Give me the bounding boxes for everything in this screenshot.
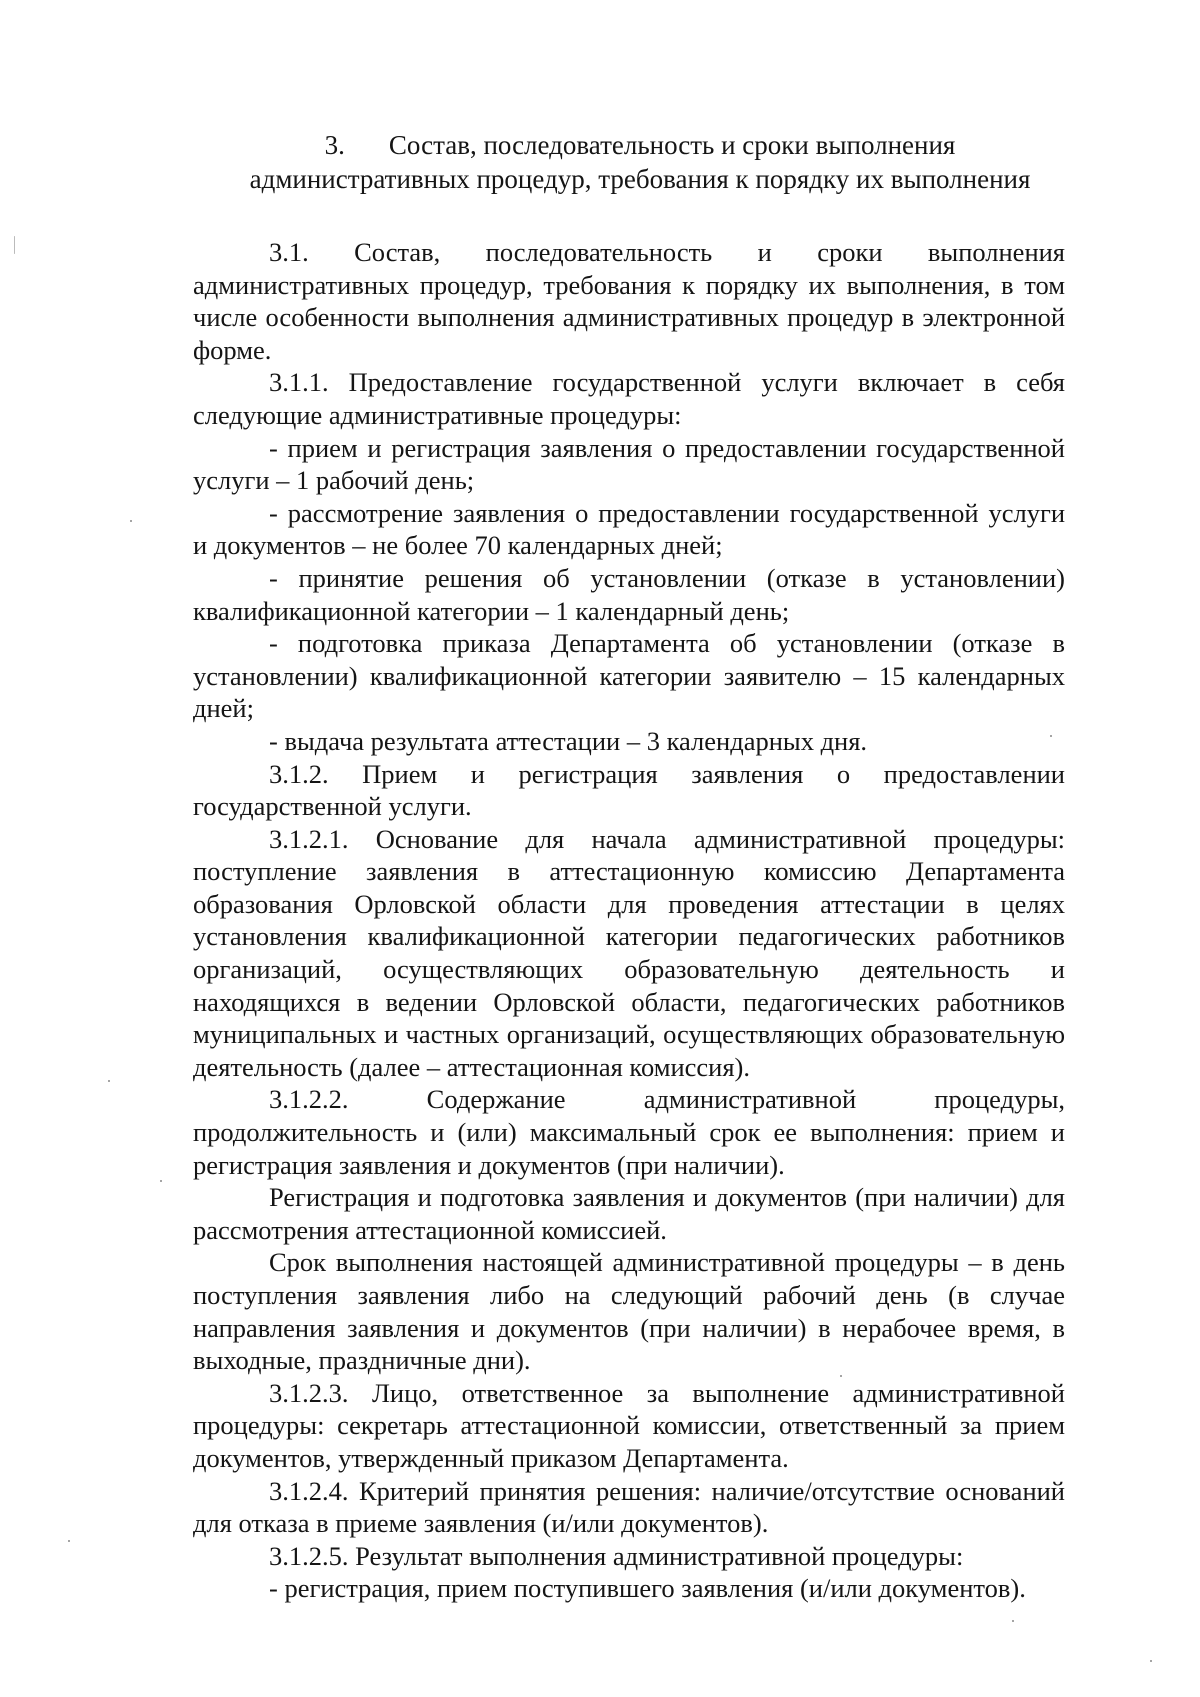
section-number: 3. — [324, 130, 345, 160]
paragraph-3-1-2-1: 3.1.2.1. Основание для начала административной процедуры: поступление заявления в аттестационную комиссию Департамента образования Орловской области для проведения аттестации в целях установления квалификационной категории педагогических работников организаций, осуществляющих образовательную деятельность и находящихся в ведении Орловской области, педагогических работников муниципальных и частных организаций, осуществляющих образовательную деятельность (далее – аттестационная комиссия). — [193, 823, 1065, 1082]
paragraph-3-1-1: 3.1.1. Предоставление государственной услуги включает в себя следующие административные процедуры: — [193, 367, 1065, 430]
document-body — [193, 236, 1065, 1605]
list-item-issuance: - выдача результата аттестации – 3 календарных дня. — [269, 725, 868, 756]
section-heading-line-1 — [200, 128, 1080, 162]
paragraph-3-1-2-4: 3.1.2.4. Критерий принятия решения: наличие/отсутствие оснований для отказа в приеме заявления (и/или документов). — [193, 1475, 1065, 1539]
paragraph-3-1-2-2: 3.1.2.2. Содержание административной процедуры, продолжительность и (или) максимальный срок ее выполнения: прием и регистрация заявления и документов (при наличии). — [193, 1084, 1065, 1180]
section-title-line-1: Состав, последовательность и сроки выполнения — [388, 130, 956, 160]
paragraph-3-1-2: 3.1.2. Прием и регистрация заявления о предоставлении государственной услуги. — [193, 758, 1065, 822]
list-item-result: - регистрация, прием поступившего заявления (и/или документов). — [269, 1573, 1026, 1604]
list-item-review: - рассмотрение заявления о предоставлении государственной услуги и документов – не более 70 календарных дней; — [193, 497, 1065, 561]
paragraph-registration: Регистрация и подготовка заявления и документов (при наличии) для рассмотрения аттестационной комиссией. — [193, 1182, 1065, 1245]
section-heading — [200, 128, 1080, 196]
section-title-line-2: административных процедур, требования к порядку их выполнения — [249, 164, 1031, 194]
list-item-order: - подготовка приказа Департамента об установлении (отказе в установлении) квалификационной категории заявителю – 15 календарных дней; — [193, 628, 1065, 724]
list-item-reception: - прием и регистрация заявления о предоставлении государственной услуги – 1 рабочий день; — [193, 432, 1065, 496]
paragraph-3-1-2-5: 3.1.2.5. Результат выполнения административной процедуры: — [269, 1540, 964, 1571]
list-item-decision: - принятие решения об установлении (отказе в установлении) квалификационной категории – 1 календарный день; — [193, 562, 1065, 626]
paragraph-3-1-2-3: 3.1.2.3. Лицо, ответственное за выполнение административной процедуры: секретарь аттестационной комиссии, ответственный за прием документов, утвержденный приказом Департамента. — [193, 1377, 1065, 1473]
paragraph-3-1: 3.1. Состав, последовательность и сроки выполнения административных процедур, требования к порядку их выполнения, в том числе особенности выполнения административных процедур в электронной форме. — [193, 237, 1065, 365]
paragraph-deadline: Срок выполнения настоящей административной процедуры – в день поступления заявления либо на следующий рабочий день (в случае направления заявления и документов (при наличии) в нерабочее время, в выходные, праздничные дни). — [193, 1247, 1065, 1376]
